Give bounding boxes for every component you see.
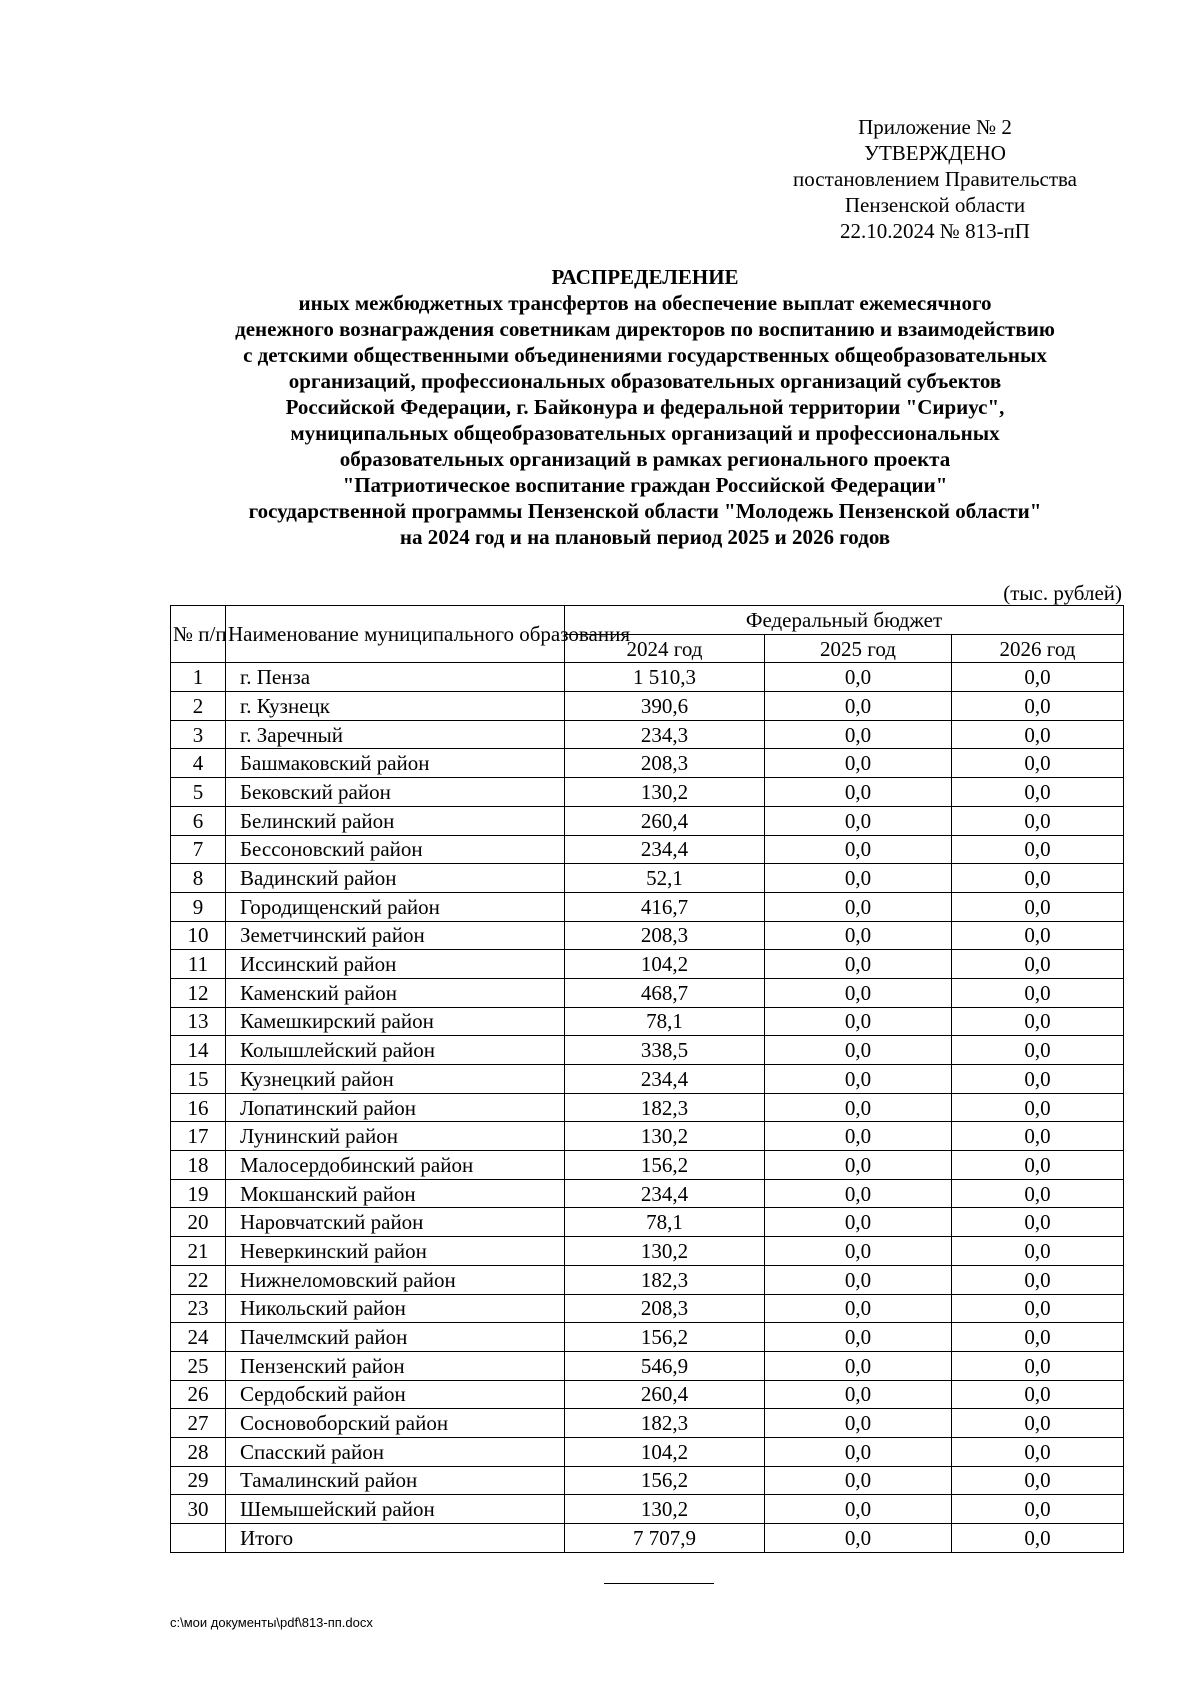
- row-value-2026: 0,0: [952, 1323, 1124, 1352]
- table-row: [171, 1409, 1124, 1438]
- approval-block: [760, 114, 1110, 244]
- row-name: Сердобский район: [226, 1380, 565, 1409]
- row-value-2026: 0,0: [952, 1265, 1124, 1294]
- row-value-2025: 0,0: [765, 1351, 952, 1380]
- row-name: Никольский район: [226, 1294, 565, 1323]
- row-number: 9: [171, 892, 226, 921]
- table-row: [171, 1351, 1124, 1380]
- row-value-2024: 234,4: [565, 835, 765, 864]
- row-number: 4: [171, 749, 226, 778]
- title-line: образовательных организаций в рамках регионального проекта: [339, 447, 951, 471]
- row-value-2025: 0,0: [765, 1237, 952, 1266]
- row-value-2024: 78,1: [565, 1007, 765, 1036]
- row-name: Спасский район: [226, 1437, 565, 1466]
- title-line: на 2024 год и на плановый период 2025 и 2026 годов: [399, 525, 891, 549]
- row-value-2025: 0,0: [765, 778, 952, 807]
- table-row: [171, 835, 1124, 864]
- row-value-2026: 0,0: [952, 1151, 1124, 1180]
- row-value-2025: 0,0: [765, 1065, 952, 1094]
- row-value-2024: 208,3: [565, 749, 765, 778]
- row-name: Нижнеломовский район: [226, 1265, 565, 1294]
- row-value-2026: 0,0: [952, 1179, 1124, 1208]
- table-row: [171, 749, 1124, 778]
- row-value-2025: 0,0: [765, 1409, 952, 1438]
- table-row: [171, 1437, 1124, 1466]
- row-value-2024: 1 510,3: [565, 663, 765, 692]
- table-row: [171, 892, 1124, 921]
- row-value-2024: 208,3: [565, 1294, 765, 1323]
- row-value-2024: 390,6: [565, 692, 765, 721]
- row-name: Сосновоборский район: [226, 1409, 565, 1438]
- table-row: [171, 1380, 1124, 1409]
- row-value-2026: 0,0: [952, 921, 1124, 950]
- row-value-2026: 0,0: [952, 978, 1124, 1007]
- table-row: [171, 1151, 1124, 1180]
- row-value-2026: 0,0: [952, 749, 1124, 778]
- row-number: 14: [171, 1036, 226, 1065]
- units-note: (тыс. рублей): [1003, 581, 1122, 605]
- row-value-2024: 104,2: [565, 1437, 765, 1466]
- row-value-2025: 0,0: [765, 663, 952, 692]
- row-value-2024: 78,1: [565, 1208, 765, 1237]
- header-2025: 2025 год: [765, 634, 952, 663]
- table-row: [171, 1007, 1124, 1036]
- row-value-2024: 156,2: [565, 1466, 765, 1495]
- row-value-2025: 0,0: [765, 806, 952, 835]
- row-number: 2: [171, 692, 226, 721]
- table-row: [171, 1495, 1124, 1524]
- row-value-2025: 0,0: [765, 1036, 952, 1065]
- row-value-2025: 0,0: [765, 864, 952, 893]
- header-name: Наименование муниципального образования: [226, 606, 565, 663]
- row-value-2026: 0,0: [952, 1466, 1124, 1495]
- row-name: Бековский район: [226, 778, 565, 807]
- row-number: [171, 1524, 226, 1553]
- row-value-2025: 0,0: [765, 1437, 952, 1466]
- title-heading: РАСПРЕДЕЛЕНИЕ: [551, 265, 739, 289]
- row-number: 24: [171, 1323, 226, 1352]
- row-value-2026: 0,0: [952, 1294, 1124, 1323]
- row-value-2024: 416,7: [565, 892, 765, 921]
- title-line: иных межбюджетных трансфертов на обеспечение выплат ежемесячного: [298, 291, 992, 315]
- header-federal-budget: Федеральный бюджет: [565, 606, 1124, 635]
- row-number: 17: [171, 1122, 226, 1151]
- row-number: 25: [171, 1351, 226, 1380]
- row-value-2025: 0,0: [765, 978, 952, 1007]
- row-number: 5: [171, 778, 226, 807]
- row-value-2026: 0,0: [952, 892, 1124, 921]
- distribution-table: [170, 605, 1124, 1553]
- row-value-2024: 546,9: [565, 1351, 765, 1380]
- row-name: Иссинский район: [226, 950, 565, 979]
- row-value-2025: 0,0: [765, 1151, 952, 1180]
- row-value-2026: 0,0: [952, 950, 1124, 979]
- row-value-2026: 0,0: [952, 835, 1124, 864]
- row-name: Каменский район: [226, 978, 565, 1007]
- approval-region-line: Пензенской области: [844, 193, 1026, 217]
- row-name: Пачелмский район: [226, 1323, 565, 1352]
- row-number: 12: [171, 978, 226, 1007]
- row-number: 13: [171, 1007, 226, 1036]
- approval-date-number-line: 22.10.2024 № 813-пП: [840, 219, 1030, 243]
- table-row: [171, 1036, 1124, 1065]
- table-row: [171, 1294, 1124, 1323]
- header-num: № п/п: [171, 606, 226, 663]
- table-row: [171, 1065, 1124, 1094]
- row-value-2026: 0,0: [952, 1409, 1124, 1438]
- row-value-2025: 0,0: [765, 692, 952, 721]
- table-row: [171, 1323, 1124, 1352]
- row-value-2025: 0,0: [765, 892, 952, 921]
- table-row: [171, 1237, 1124, 1266]
- row-value-2026: 0,0: [952, 864, 1124, 893]
- row-number: 19: [171, 1179, 226, 1208]
- row-value-2024: 234,3: [565, 720, 765, 749]
- table-row: [171, 806, 1124, 835]
- row-name: Вадинский район: [226, 864, 565, 893]
- row-name: Наровчатский район: [226, 1208, 565, 1237]
- row-value-2024: 182,3: [565, 1265, 765, 1294]
- table-row: [171, 1265, 1124, 1294]
- row-value-2024: 208,3: [565, 921, 765, 950]
- row-value-2025: 0,0: [765, 749, 952, 778]
- row-value-2026: 0,0: [952, 1093, 1124, 1122]
- title-line: "Патриотическое воспитание граждан Российской Федерации": [342, 473, 948, 497]
- row-name: Мокшанский район: [226, 1179, 565, 1208]
- row-value-2026: 0,0: [952, 1495, 1124, 1524]
- row-number: 23: [171, 1294, 226, 1323]
- row-value-2025: 0,0: [765, 1323, 952, 1352]
- row-value-2025: 0,0: [765, 1007, 952, 1036]
- table-row: [171, 978, 1124, 1007]
- row-value-2026: 0,0: [952, 692, 1124, 721]
- row-value-2024: 234,4: [565, 1065, 765, 1094]
- row-value-2026: 0,0: [952, 778, 1124, 807]
- row-number: 16: [171, 1093, 226, 1122]
- row-number: 20: [171, 1208, 226, 1237]
- row-name: Кузнецкий район: [226, 1065, 565, 1094]
- row-number: 11: [171, 950, 226, 979]
- approval-resolution-line: постановлением Правительства: [792, 167, 1077, 191]
- document-title: [160, 264, 1130, 550]
- row-number: 8: [171, 864, 226, 893]
- row-value-2025: 0,0: [765, 1466, 952, 1495]
- table-row: [171, 864, 1124, 893]
- table-row: [171, 720, 1124, 749]
- row-value-2026: 0,0: [952, 1065, 1124, 1094]
- approval-appendix-line: Приложение № 2: [858, 115, 1012, 139]
- row-name: г. Заречный: [226, 720, 565, 749]
- row-number: 1: [171, 663, 226, 692]
- row-value-2024: 130,2: [565, 778, 765, 807]
- row-name: Лунинский район: [226, 1122, 565, 1151]
- header-2026: 2026 год: [952, 634, 1124, 663]
- table-row: [171, 950, 1124, 979]
- row-number: 6: [171, 806, 226, 835]
- table-row: [171, 1466, 1124, 1495]
- file-path: c:\мои документы\pdf\813-пп.docx: [170, 1615, 373, 1630]
- row-value-2024: 182,3: [565, 1093, 765, 1122]
- row-name: Городищенский район: [226, 892, 565, 921]
- table-row: [171, 1122, 1124, 1151]
- row-value-2024: 156,2: [565, 1151, 765, 1180]
- title-line: организаций, профессиональных образовательных организаций субъектов: [288, 369, 1002, 393]
- row-number: 26: [171, 1380, 226, 1409]
- title-line: государственной программы Пензенской области "Молодежь Пензенской области": [248, 499, 1042, 523]
- row-value-2025: 0,0: [765, 1208, 952, 1237]
- total-row: [171, 1524, 1124, 1553]
- table-row: [171, 1179, 1124, 1208]
- row-name: Башмаковский район: [226, 749, 565, 778]
- row-value-2024: 52,1: [565, 864, 765, 893]
- row-value-2025: 0,0: [765, 1495, 952, 1524]
- row-value-2026: 0,0: [952, 1237, 1124, 1266]
- row-number: 30: [171, 1495, 226, 1524]
- row-name: Бессоновский район: [226, 835, 565, 864]
- row-number: 15: [171, 1065, 226, 1094]
- header-2024: 2024 год: [565, 634, 765, 663]
- row-number: 18: [171, 1151, 226, 1180]
- table-body: [171, 606, 1124, 1553]
- row-value-2025: 0,0: [765, 1179, 952, 1208]
- row-value-2024: 468,7: [565, 978, 765, 1007]
- row-number: 28: [171, 1437, 226, 1466]
- title-line: муниципальных общеобразовательных организаций и профессиональных: [290, 421, 1000, 445]
- row-value-2024: 130,2: [565, 1495, 765, 1524]
- row-value-2026: 0,0: [952, 1437, 1124, 1466]
- row-value-2024: 104,2: [565, 950, 765, 979]
- end-divider: [604, 1583, 714, 1584]
- row-value-2026: 0,0: [952, 1351, 1124, 1380]
- row-value-2026: 0,0: [952, 1122, 1124, 1151]
- row-value-2025: 0,0: [765, 1294, 952, 1323]
- title-line: Российской Федерации, г. Байконура и федеральной территории "Сириус",: [285, 395, 1005, 419]
- row-value-2025: 0,0: [765, 1524, 952, 1553]
- row-value-2025: 0,0: [765, 835, 952, 864]
- row-name: Тамалинский район: [226, 1466, 565, 1495]
- row-value-2024: 130,2: [565, 1122, 765, 1151]
- title-line: с детскими общественными объединениями государственных общеобразовательных: [243, 343, 1047, 367]
- row-value-2024: 7 707,9: [565, 1524, 765, 1553]
- row-value-2026: 0,0: [952, 1208, 1124, 1237]
- row-name: Колышлейский район: [226, 1036, 565, 1065]
- row-name: Шемышейский район: [226, 1495, 565, 1524]
- row-name: Лопатинский район: [226, 1093, 565, 1122]
- row-name: Пензенский район: [226, 1351, 565, 1380]
- row-value-2026: 0,0: [952, 1524, 1124, 1553]
- row-value-2025: 0,0: [765, 1380, 952, 1409]
- row-value-2026: 0,0: [952, 1380, 1124, 1409]
- row-name: г. Пенза: [226, 663, 565, 692]
- row-value-2024: 260,4: [565, 1380, 765, 1409]
- row-value-2025: 0,0: [765, 921, 952, 950]
- row-name: Малосердобинский район: [226, 1151, 565, 1180]
- table-row: [171, 1093, 1124, 1122]
- row-name: Итого: [226, 1524, 565, 1553]
- row-name: Земетчинский район: [226, 921, 565, 950]
- row-value-2024: 182,3: [565, 1409, 765, 1438]
- title-line: денежного вознаграждения советникам директоров по воспитанию и взаимодействию: [235, 317, 1055, 341]
- row-number: 21: [171, 1237, 226, 1266]
- table-row: [171, 921, 1124, 950]
- row-number: 10: [171, 921, 226, 950]
- table-row: [171, 1208, 1124, 1237]
- row-value-2025: 0,0: [765, 950, 952, 979]
- row-number: 22: [171, 1265, 226, 1294]
- row-number: 29: [171, 1466, 226, 1495]
- row-name: Неверкинский район: [226, 1237, 565, 1266]
- table-row: [171, 663, 1124, 692]
- row-value-2025: 0,0: [765, 1122, 952, 1151]
- row-value-2026: 0,0: [952, 806, 1124, 835]
- row-value-2026: 0,0: [952, 1036, 1124, 1065]
- row-value-2024: 338,5: [565, 1036, 765, 1065]
- row-value-2026: 0,0: [952, 1007, 1124, 1036]
- row-value-2025: 0,0: [765, 1265, 952, 1294]
- row-name: Камешкирский район: [226, 1007, 565, 1036]
- row-value-2024: 156,2: [565, 1323, 765, 1352]
- row-value-2024: 260,4: [565, 806, 765, 835]
- row-value-2026: 0,0: [952, 720, 1124, 749]
- row-name: г. Кузнецк: [226, 692, 565, 721]
- row-value-2026: 0,0: [952, 663, 1124, 692]
- row-value-2024: 130,2: [565, 1237, 765, 1266]
- row-name: Белинский район: [226, 806, 565, 835]
- row-number: 3: [171, 720, 226, 749]
- table-row: [171, 692, 1124, 721]
- row-value-2024: 234,4: [565, 1179, 765, 1208]
- table-row: [171, 778, 1124, 807]
- row-value-2025: 0,0: [765, 1093, 952, 1122]
- table-header-row: [171, 606, 1124, 635]
- row-number: 27: [171, 1409, 226, 1438]
- approval-approved-line: УТВЕРЖДЕНО: [864, 141, 1006, 165]
- row-value-2025: 0,0: [765, 720, 952, 749]
- row-number: 7: [171, 835, 226, 864]
